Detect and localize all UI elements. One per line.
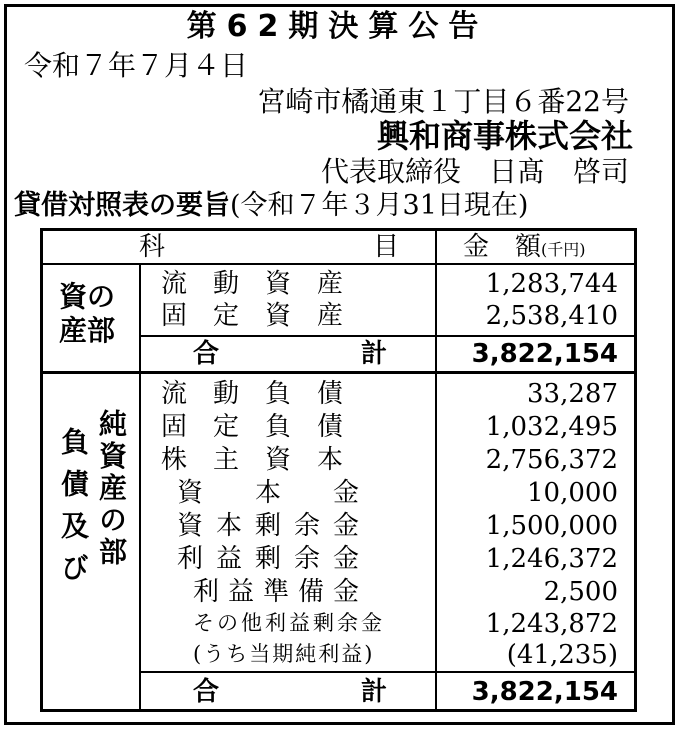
liab-row-value-other-retained: 1,243,872	[485, 609, 618, 639]
liab-total-label-right: 計	[361, 677, 388, 707]
asset-row-label-fixed: 固 定 資 産	[161, 301, 344, 331]
liab-total-value: 3,822,154	[471, 677, 618, 707]
liab-row-label-retained-earnings: 利益剰余金	[177, 544, 373, 574]
subtitle-period: (令和７年３月31日現在)	[230, 190, 529, 221]
balance-sheet-subtitle	[14, 192, 528, 219]
notice-date: 令和７年７月４日	[24, 49, 249, 82]
liab-row-value-current: 33,287	[527, 379, 618, 409]
header-divider	[43, 263, 634, 265]
liab-row-value-legal-reserve: 2,500	[543, 577, 618, 607]
asset-row-value-current: 1,283,744	[485, 269, 618, 299]
assets-total-value: 3,822,154	[471, 339, 618, 369]
section-divider	[43, 371, 634, 374]
liab-label-right: 純資産の部	[95, 409, 128, 569]
liab-row-value-equity: 2,756,372	[485, 445, 618, 475]
liab-row-value-retained-earnings: 1,246,372	[485, 544, 618, 574]
col-header-item: 科 目	[139, 232, 400, 262]
liab-row-value-capital: 10,000	[527, 478, 618, 508]
assets-label-line2: 産部	[59, 314, 116, 347]
balance-sheet-table	[40, 228, 637, 712]
liab-total-divider	[139, 671, 634, 673]
company-name: 興和商事株式会社	[376, 117, 633, 155]
liab-row-label-other-retained: その他利益剰余金	[193, 611, 385, 635]
assets-total-label-left: 合	[193, 339, 220, 369]
liab-row-value-fixed: 1,032,495	[485, 412, 618, 442]
liab-total-label-left: 合	[193, 677, 220, 707]
col-header-unit: (千円)	[541, 240, 586, 259]
liab-row-label-capital-surplus: 資本剰余金	[177, 511, 373, 541]
representative: 代表取締役 日髙 啓司	[320, 155, 629, 188]
liab-row-label-current: 流 動 負 債	[161, 379, 344, 409]
col-header-amount	[463, 234, 586, 260]
liab-label-left: 負債及び	[57, 427, 90, 595]
liab-row-label-capital: 資 本 金	[177, 478, 360, 508]
col-header-amount-label: 金 額	[463, 232, 542, 262]
liab-row-value-capital-surplus: 1,500,000	[485, 511, 618, 541]
subtitle-main: 貸借対照表の要旨	[14, 190, 230, 221]
assets-label-line1: 資の	[59, 280, 116, 313]
company-address: 宮崎市橘通東１丁目６番22号	[257, 85, 629, 118]
asset-row-value-fixed: 2,538,410	[485, 301, 618, 331]
liab-row-value-net-income: (41,235)	[506, 640, 618, 670]
notice-title: 第62期決算公告	[186, 9, 489, 44]
asset-row-label-current: 流 動 資 産	[161, 269, 344, 299]
col-divider-amount	[435, 231, 437, 709]
assets-total-label-right: 計	[361, 339, 388, 369]
liab-row-label-equity: 株 主 資 本	[161, 445, 344, 475]
col-divider-category	[139, 265, 141, 709]
liab-row-label-net-income: (うち当期純利益)	[193, 642, 375, 666]
liab-row-label-legal-reserve: 利益準備金	[193, 577, 369, 607]
liab-row-label-fixed: 固 定 負 債	[161, 412, 344, 442]
assets-total-divider	[139, 335, 634, 337]
